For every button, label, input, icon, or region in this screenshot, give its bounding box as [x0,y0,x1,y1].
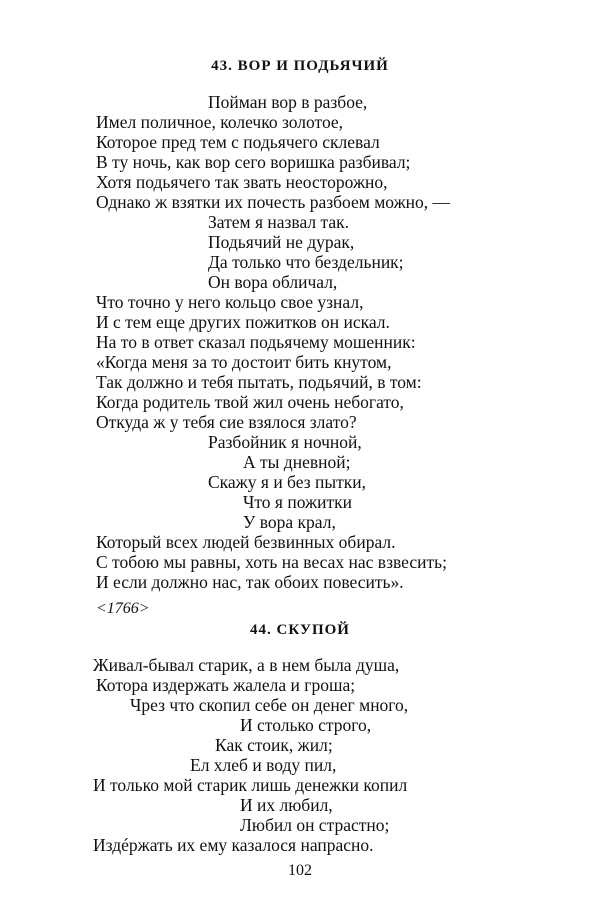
poem-line: У вора крал, [243,512,336,532]
poem-line: Который всех людей безвинных обирал. [96,532,396,552]
poem-line: Котора издержать жалела и гроша; [96,675,356,695]
poem-line: Живал-бывал старик, а в нем была душа, [93,655,400,675]
poem-line: Что я пожитки [243,492,352,512]
poem-line: На то в ответ сказал подьячему мошенник: [96,332,416,352]
poem-line: Любил он страстно; [240,815,390,835]
poem-line: Как стоик, жил; [215,735,333,755]
poem-line: Скажу я и без пытки, [208,472,367,492]
poem-line: И с тем еще других пожитков он искал. [96,312,390,332]
poem-line: Откуда ж у тебя сие взялося злато? [96,412,357,432]
poem-line: Так должно и тебя пытать, подьячий, в том: [96,372,422,392]
poem-line: Хотя подьячего так звать неосторожно, [96,172,388,192]
poem-line: Что точно у него кольцо свое узнал, [96,292,364,312]
poem-line: А ты дневной; [243,452,351,472]
poem-title: 44. СКУПОЙ [250,622,350,638]
poem-line: Подьячий не дурак, [208,232,355,252]
poem-line: Да только что бездельник; [208,252,404,272]
poem-line: Издéржать их ему казалося напрасно. [93,835,374,855]
poem-line: Когда родитель твой жил очень небогато, [96,392,404,412]
page-number: 102 [288,862,312,879]
poem-line: Пойман вор в разбое, [208,92,368,112]
poem-line: Чрез что скопил себе он денег много, [130,695,409,715]
poem-date: <1766> [96,600,150,617]
poem-line: Однако ж взятки их почесть разбоем можно, — [96,192,451,212]
poem-line: И если должно нас, так обоих повесить». [96,572,404,592]
poem-line: Ел хлеб и воду пил, [190,755,337,775]
poem-line: Затем я назвал так. [208,212,349,232]
poem-line: И только мой старик лишь денежки копил [93,775,408,795]
poem-title: 43. ВОР И ПОДЬЯЧИЙ [211,58,389,74]
poem-line: «Когда меня за то достоит бить кнутом, [96,352,392,372]
poem-line: И столько строго, [240,715,372,735]
poem-line: С тобою мы равны, хоть на весах нас взвесить; [96,552,447,572]
poem-line: Имел поличное, колечко золотое, [96,112,344,132]
poem-line: Которое пред тем с подьячего склевал [96,132,380,152]
poem-line: Он вора обличал, [208,272,338,292]
poem-line: Разбойник я ночной, [208,432,362,452]
poem-line: И их любил, [240,795,333,815]
poem-line: В ту ночь, как вор сего воришка разбивал; [96,152,411,172]
